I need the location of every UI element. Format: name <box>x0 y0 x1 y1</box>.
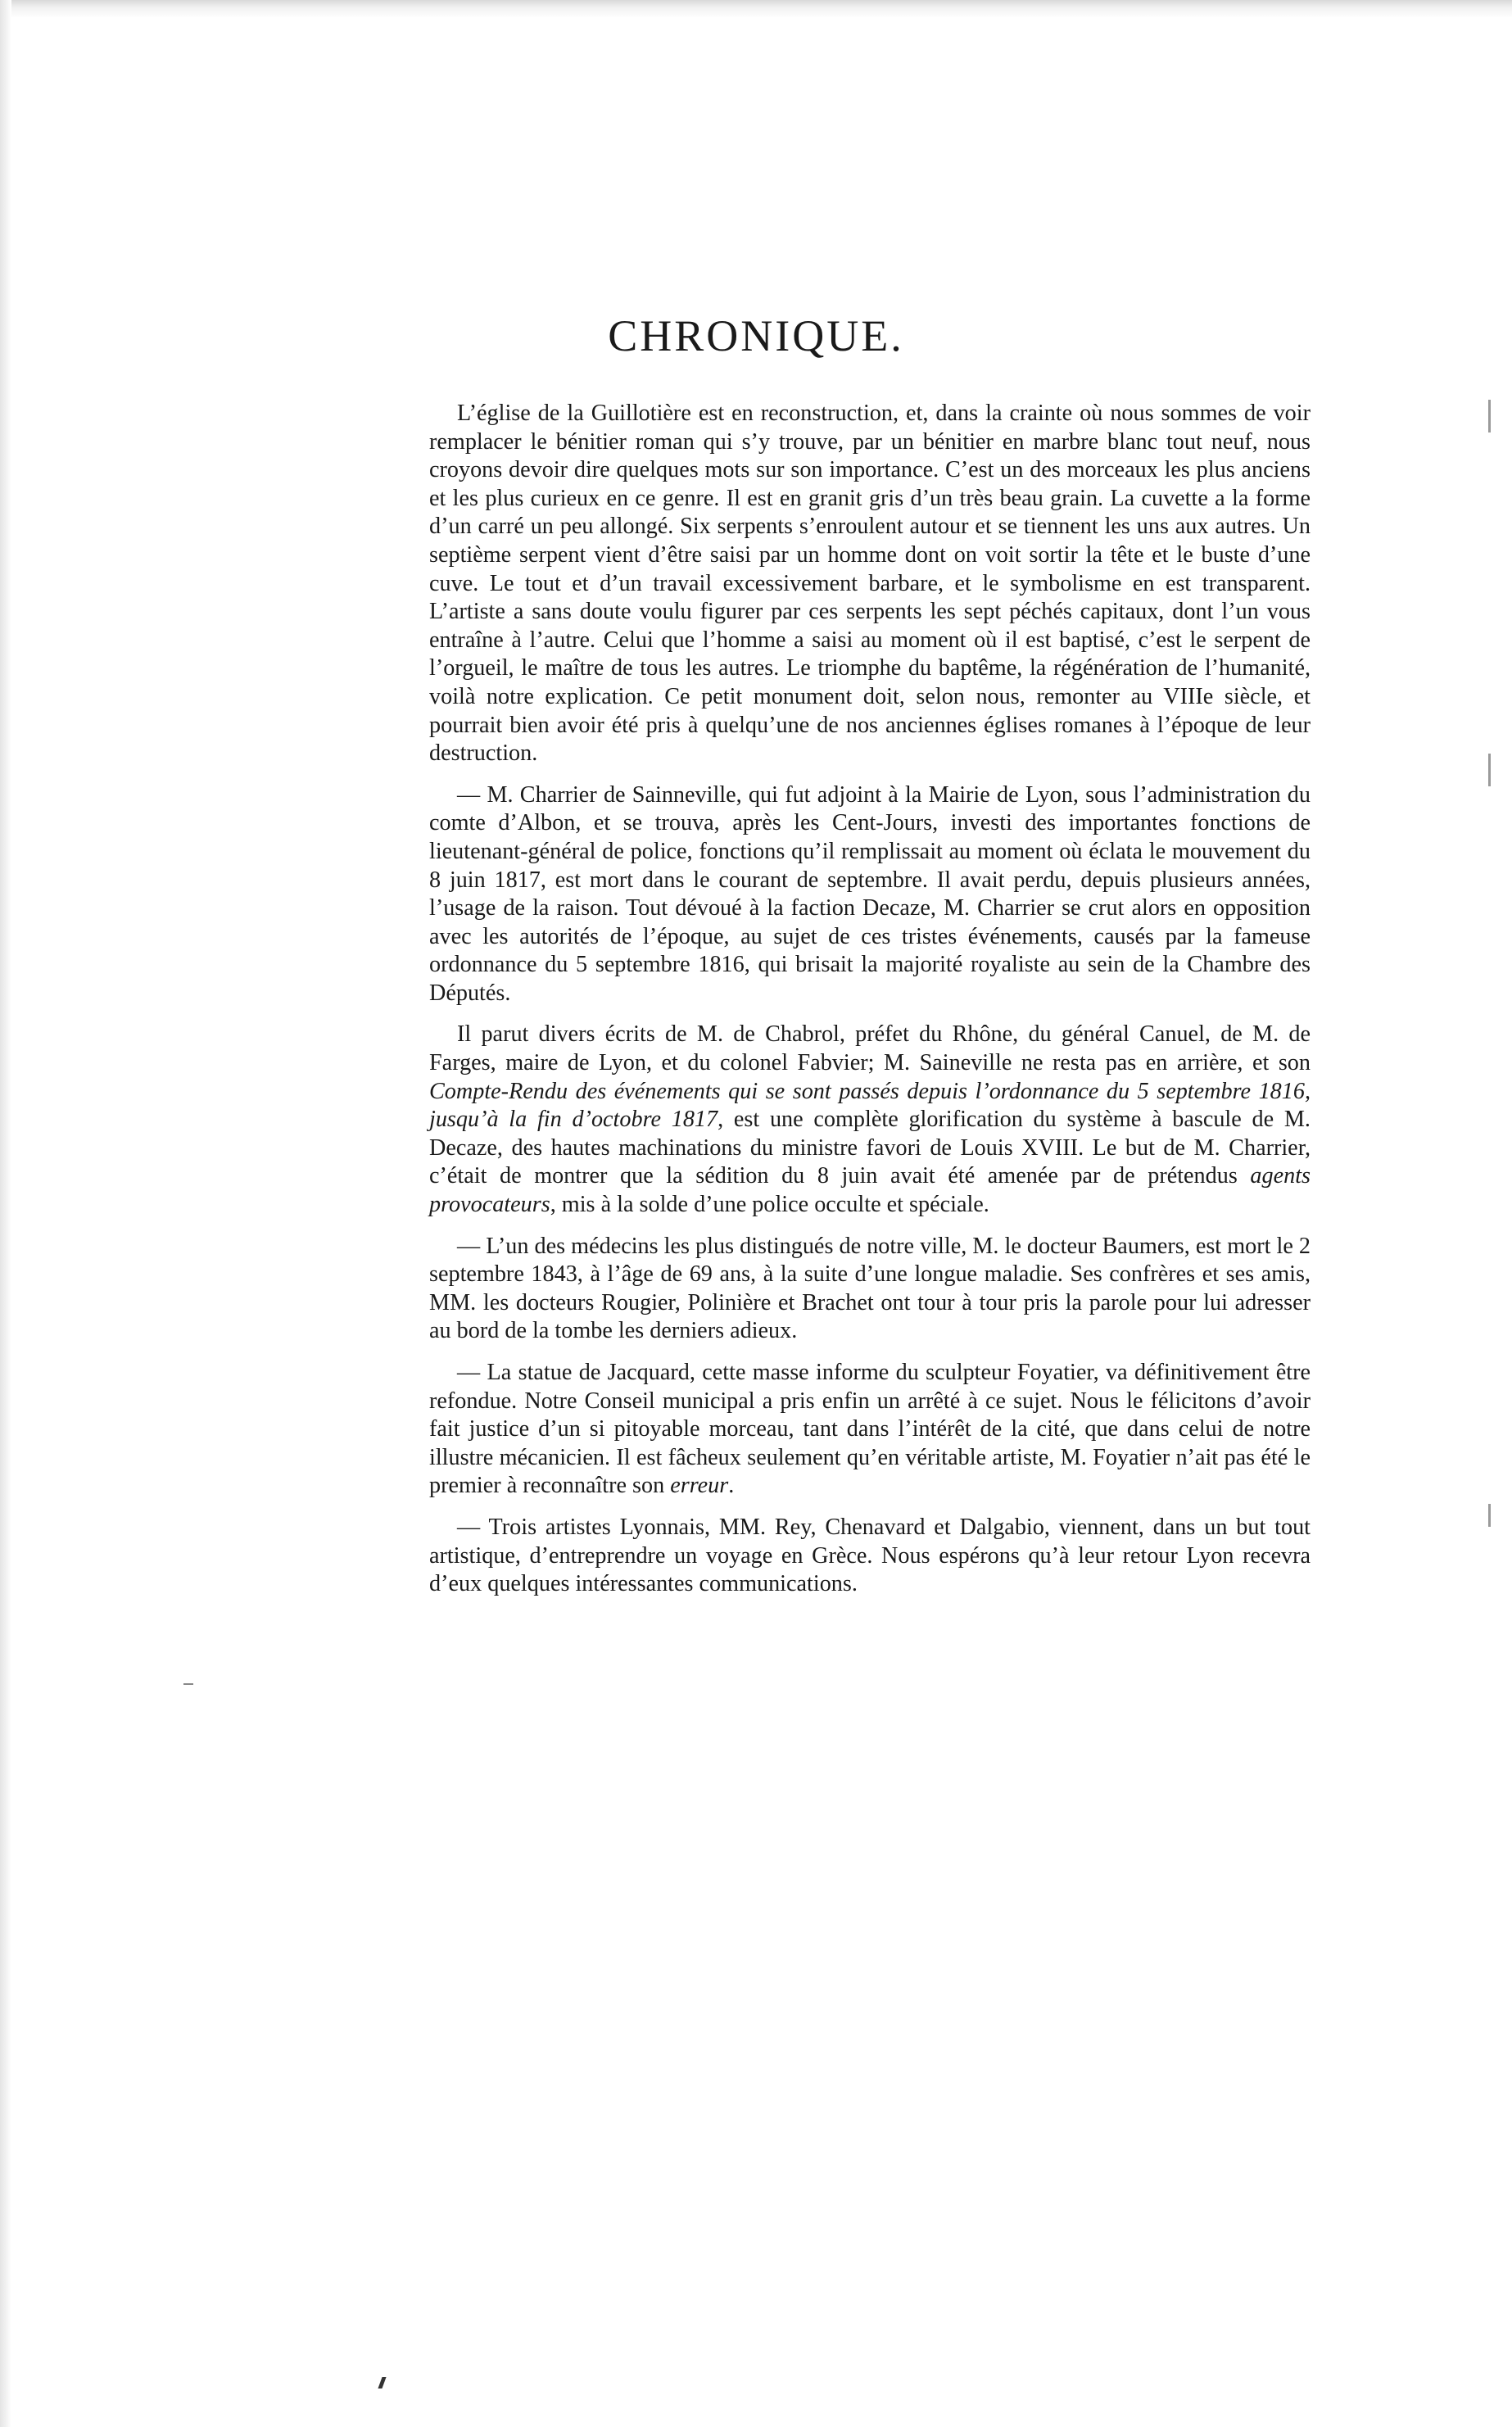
paragraph-text: Il parut divers écrits de M. de Chabrol, préfet du Rhône, du général Canuel, de M. de Farges, maire de Lyon, et du colonel Fabvier; M. Saineville ne resta pas en arrière, et son <box>429 1021 1311 1076</box>
page-title: CHRONIQUE. <box>608 311 904 360</box>
scanned-page-top-edge <box>0 0 1512 18</box>
paragraph-charrier-obituary: — M. Charrier de Sainneville, qui fut adjoint à la Mairie de Lyon, sous l’administration du comte d’Albon, et se trouva, après les Cent-Jours, investi des importantes fonctions de lieutenant-général de police, fonctions qu’il remplissait au moment où éclata le mouvement du 8 juin 1817, est mort dans le courant de septembre. Il avait perdu, depuis plusieurs années, l’usage de la raison. Tout dévoué à la faction Decaze, M. Charrier se crut alors en opposition avec les autorités de l’époque, au sujet de ces tristes événements, causés par la fameuse ordonnance du 5 septembre 1816, qui brisait la majorité royaliste au sein de la Chambre des Députés. <box>429 781 1311 1006</box>
paragraph-text: . <box>728 1473 735 1499</box>
stray-ink-mark <box>378 2377 386 2389</box>
paragraph-text: — La statue de Jacquard, cette masse informe du sculpteur Foyatier, va définitivement être refondue. Notre Conseil municipal a pris enfin un arrêté à ce sujet. Nous le félicitons d’avoir fait justice d’un si pitoyable morceau, tant dans l’intérêt de la cité, que dans celui de notre illustre mécanicien. Il est fâcheux seulement qu’en véritable artiste, M. Foyatier n’ait pas été le premier à reconnaître son <box>429 1360 1311 1499</box>
paragraph-baptismal-font: L’église de la Guillotière est en reconstruction, et, dans la crainte où nous sommes de voir remplacer le bénitier roman qui s’y trouve, par un bénitier en marbre blanc tout neuf, nous croyons devoir dire quelques mots sur son importance. C’est un des morceaux les plus anciens et les plus curieux en ce genre. Il est en granit gris d’un très beau grain. La cuvette a la forme d’un carré un peu allongé. Six serpents s’enroulent autour et se tiennent les uns aux autres. Un septième serpent vient d’être saisi par un homme dont on voit sortir la tête et le buste d’une cuve. Le tout et d’un travail excessivement barbare, et le symbolisme en est transparent. L’artiste a sans doute voulu figurer par ces serpents les sept péchés capitaux, dont l’un vous entraîne à l’autre. Celui que l’homme a saisi au moment où il est baptisé, c’est le serpent de l’orgueil, le maître de tous les autres. Le triomphe du baptême, la régénération de l’humanité, voilà notre explication. Ce petit monument doit, selon nous, remonter au VIIIe siècle, et pourrait bien avoir été pris à quelqu’une de nos anciennes églises romanes à l’époque de leur destruction. <box>429 401 1311 767</box>
paragraph-artists-voyage: — Trois artistes Lyonnais, MM. Rey, Chenavard et Dalgabio, viennent, dans un but tout artistique, d’entreprendre un voyage en Grèce. Nous espérons qu’à leur retour Lyon recevra d’eux quelques intéressantes communications. <box>429 1514 1311 1597</box>
scanned-page-left-edge <box>0 0 11 2427</box>
paragraph-text: , est une complète glorification du système à bascule de M. Decaze, des hautes machinations du ministre favori de Louis XVIII. Le but de M. Charrier, c’était de montrer que la sédition du 8 juin avait été amenée par de prétendus <box>429 1107 1311 1189</box>
paragraph-text: , mis à la solde d’une police occulte et spéciale. <box>550 1192 989 1218</box>
italic-word: erreur <box>670 1473 729 1499</box>
article-body <box>429 400 1311 1599</box>
scan-margin-mark <box>1488 1504 1491 1527</box>
paragraph-baumers-obituary: — L’un des médecins les plus distingués de notre ville, M. le docteur Baumers, est mort le 2 septembre 1843, à l’âge de 69 ans, à la suite d’une longue maladie. Ses confrères et ses amis, MM. les docteurs Rougier, Polinière et Brachet ont tour à tour pris la parole pour lui adresser au bord de la tombe les derniers adieux. <box>429 1233 1311 1344</box>
scan-margin-mark <box>183 1683 193 1685</box>
paragraph-writings-compte-rendu <box>429 1021 1311 1219</box>
book-title-italic: Compte-Rendu des événements qui se sont passés depuis l’ordonnance du 5 septembre 1816, jusqu’à la fin d’octobre 1817 <box>429 1078 1311 1133</box>
italic-phrase: agents provocateurs <box>429 1163 1311 1218</box>
paragraph-jacquard-statue <box>429 1359 1311 1501</box>
scan-margin-mark <box>1488 400 1491 432</box>
scan-margin-mark <box>1488 754 1491 786</box>
